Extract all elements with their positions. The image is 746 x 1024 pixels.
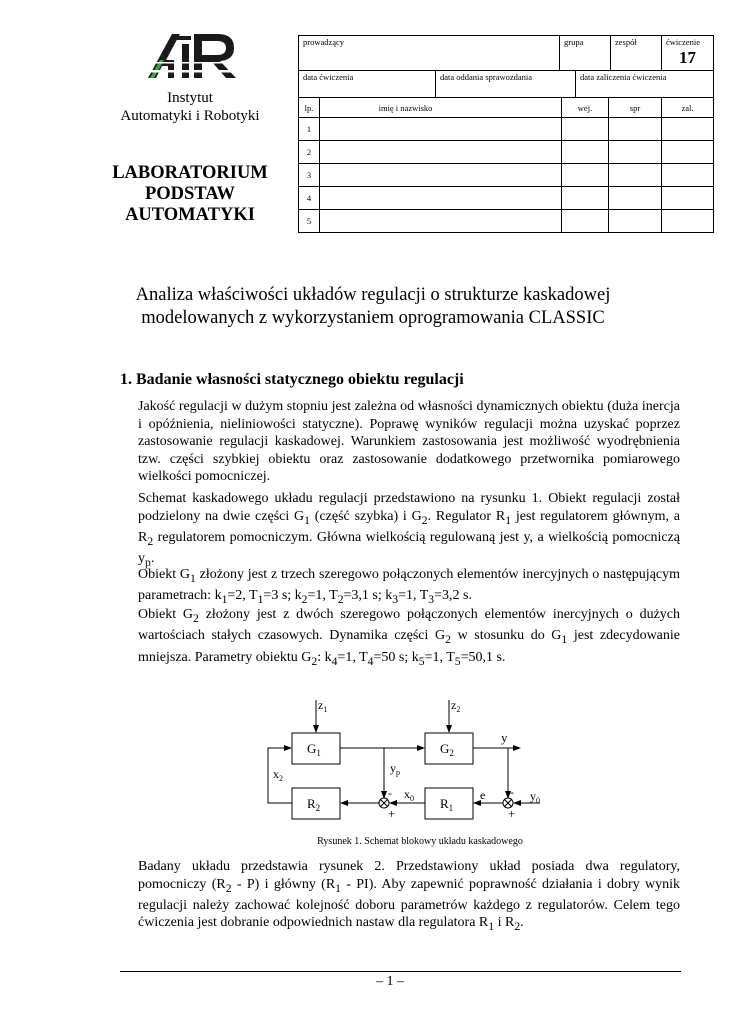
p3-s4: 2 xyxy=(301,593,308,607)
row-number: 5 xyxy=(306,216,312,226)
label-y: y xyxy=(501,730,508,745)
label-zespol: zespół xyxy=(615,37,637,47)
p4-s5: 4 xyxy=(331,654,338,668)
p5-s1: 2 xyxy=(225,881,232,895)
sign-minus-outer: - xyxy=(510,785,514,799)
sign-minus-inner: - xyxy=(388,786,392,800)
p2-s3: 1 xyxy=(505,513,512,527)
label-r1: $R_1$ xyxy=(440,796,454,813)
label-z2: $z_2$ xyxy=(451,698,461,714)
row-number: 1 xyxy=(306,124,312,134)
p4-t2: złożony jest z dwóch szeregowo połączonych elementów inercyjnych o dużych wartościach stałych czasowych. Dynamika części G xyxy=(138,607,680,644)
p3-t3: =2, T xyxy=(227,588,258,604)
p3-s7: 3 xyxy=(428,593,435,607)
p4-t3: w stosunku do G xyxy=(450,628,562,644)
p4-s7: 5 xyxy=(418,654,425,668)
label-x2: $x_2$ xyxy=(273,767,283,783)
p3-t5: =1, T xyxy=(307,588,338,604)
label-r2: $R_2$ xyxy=(307,796,321,813)
p5-s2: 1 xyxy=(335,881,341,895)
p4-s2: 2 xyxy=(445,633,451,647)
p2-t4: jest regulatorem głównym, a R xyxy=(138,508,680,545)
p2-t3: . Regulator R xyxy=(427,508,506,524)
p3-t1: Obiekt G xyxy=(138,567,191,582)
label-yp: $y_p$ xyxy=(390,761,400,777)
p4-t1: Obiekt G xyxy=(138,607,194,622)
row-number: 4 xyxy=(306,193,312,203)
col-lp-label: lp. xyxy=(304,103,314,113)
p4-t5: : k xyxy=(317,649,332,665)
p2-t5: regulatorem pomocniczym. Główna wielkością regulowaną jest y, a wielkością pomocniczą y xyxy=(138,529,680,567)
p2-t1: Schemat kaskadowego układu regulacji przedstawiono na rysunku 1. Obiekt regulacji został podzielony na dwie części G xyxy=(138,491,680,524)
footer-rule xyxy=(120,971,681,972)
p5-t2: - P) i główny (R xyxy=(231,876,336,892)
paragraph-5 xyxy=(138,858,680,936)
p2-s5: p xyxy=(145,555,151,569)
col-wej-label: wej. xyxy=(577,103,593,113)
paragraph-1: Jakość regulacji w dużym stopniu jest zależna od własności dynamicznych obiektu (duża inercja i opóźnienia, nieliniowości statyczne). Poprawę wyników regulacji można uzyskać poprzez zastosowanie regulacji kaskadowej. Warunkiem zastosowania jest możliwość wyodrębnienia tzw. części szybkiej obiektu oraz zastosowanie dodatkowego przetwornika pomiarowego wielkości pomocniczej. xyxy=(138,399,680,484)
col-zal-label: zal. xyxy=(681,103,694,113)
p3-s3: 1 xyxy=(257,593,264,607)
label-grupa: grupa xyxy=(564,37,584,47)
p4-s1: 2 xyxy=(193,611,199,625)
page-number: – 1 – xyxy=(376,974,404,989)
label-cwiczenie: ćwiczenie xyxy=(666,37,700,47)
p4-t4: jest zdecydowanie mniejsza. Parametry obiektu G xyxy=(138,628,680,665)
p4-s3: 1 xyxy=(561,633,568,647)
p4-s8: 5 xyxy=(454,654,461,668)
p2-t2: (część szybka) i G xyxy=(310,508,422,524)
row-number: 2 xyxy=(306,147,312,157)
sign-plus-outer: + xyxy=(508,806,516,821)
title-line1: Analiza właściwości układów regulacji o strukturze kaskadowej xyxy=(135,285,611,305)
p5-s4: 2 xyxy=(514,920,521,934)
figure-caption: Rysunek 1. Schemat blokowy układu kaskadowego xyxy=(317,836,523,847)
label-y0: $y_0$ xyxy=(530,789,540,805)
p3-s6: 3 xyxy=(392,593,399,607)
p2-s2: 2 xyxy=(421,513,428,527)
p3-t8: =3,2 s. xyxy=(434,588,472,604)
p4-s6: 4 xyxy=(367,654,374,668)
lab-line2: PODSTAW xyxy=(144,184,236,204)
row-number: 3 xyxy=(306,170,312,180)
p5-s3: 1 xyxy=(488,920,495,934)
label-data-oddania: data oddania sprawozdania xyxy=(440,72,533,82)
p5-t5: . xyxy=(520,915,524,931)
p3-t2: złożony jest z trzech szeregowo połączonych elementów inercyjnych o następującym parametrach: k xyxy=(138,567,681,604)
exercise-number: 17 xyxy=(679,48,696,67)
p4-t8: =1, T xyxy=(424,649,455,665)
lab-line1: LABORATORIUM xyxy=(112,163,268,183)
p4-t9: =50,1 s. xyxy=(460,649,506,665)
label-prowadzacy: prowadzący xyxy=(303,37,345,47)
p3-t6: =3,1 s; k xyxy=(343,588,393,604)
institute-line1: Instytut xyxy=(167,90,213,106)
p3-t7: =1, T xyxy=(398,588,429,604)
label-data-zaliczenia: data zaliczenia ćwiczenia xyxy=(580,72,667,82)
p5-t4: i R xyxy=(494,915,515,931)
label-g1: $G_1$ xyxy=(307,741,321,758)
label-data-cwiczenia: data ćwiczenia xyxy=(303,72,354,82)
col-name-label: imię i nazwisko xyxy=(378,103,433,113)
label-z1: $z_1$ xyxy=(318,698,328,714)
p5-t3: - PI). Aby zapewnić poprawność działania i dobry wynik regulacji należy zachować kolejność doboru parametrów każdego z regulatorów. Celem tego ćwiczenia jest dobranie odpowiednich nastaw dla regulatora R xyxy=(138,876,681,931)
p3-t4: =3 s; k xyxy=(263,588,302,604)
p2-s4: 2 xyxy=(147,534,154,548)
p5-t1: Badany układu przedstawia rysunek 2. Przedstawiony układ posiada dwa regulatory, pomocniczy (R xyxy=(138,859,680,892)
p3-s2: 1 xyxy=(221,593,228,607)
section-heading: 1. Badanie własności statycznego obiektu regulacji xyxy=(120,371,464,388)
institute-line2: Automatyki i Robotyki xyxy=(120,108,260,124)
lab-line3: AUTOMATYKI xyxy=(125,205,255,225)
title-line2: modelowanych z wykorzystaniem oprogramowania CLASSIC xyxy=(141,308,605,328)
col-spr-label: spr xyxy=(629,103,641,113)
label-e: e xyxy=(480,788,486,802)
p4-t6: =1, T xyxy=(337,649,368,665)
p2-s1: 1 xyxy=(304,513,310,527)
p4-s4: 2 xyxy=(311,654,318,668)
p4-t7: =50 s; k xyxy=(373,649,419,665)
p3-s1: 1 xyxy=(190,571,196,585)
p2-t6: . xyxy=(150,551,155,567)
p3-s5: 2 xyxy=(337,593,344,607)
label-x0: $x_0$ xyxy=(404,787,414,803)
label-g2: $G_2$ xyxy=(440,741,454,758)
sign-plus-inner: + xyxy=(388,806,396,821)
